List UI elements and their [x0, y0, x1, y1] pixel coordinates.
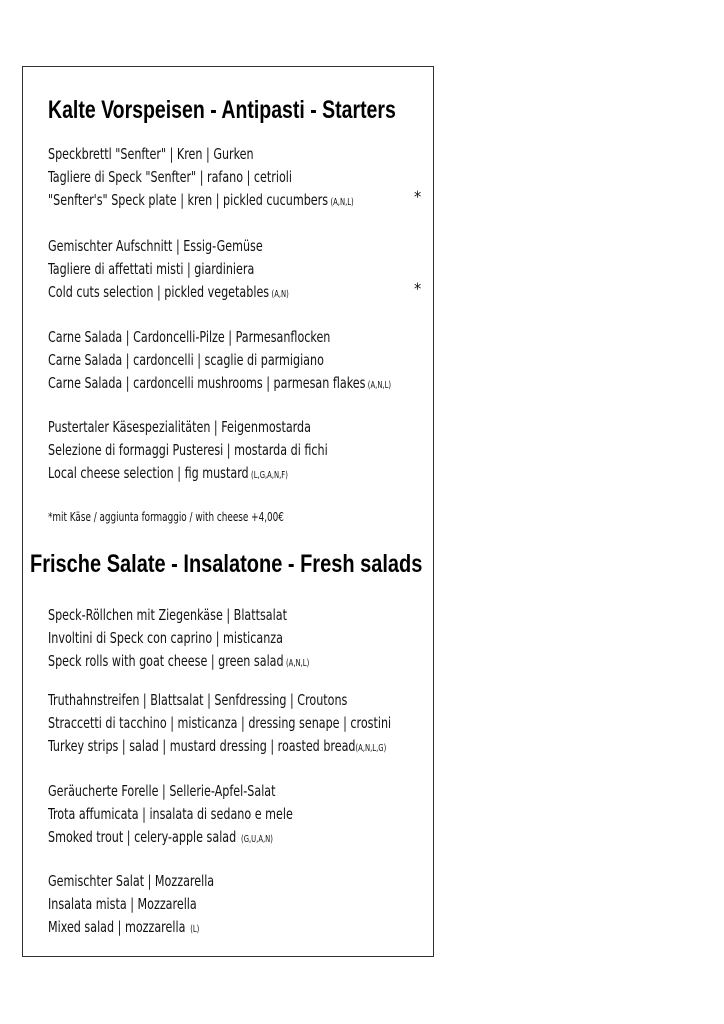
salad-3-allergens: (G,U,A,N) — [241, 834, 273, 845]
salads-heading: Frische Salate - Insalatone - Fresh salads — [30, 550, 423, 578]
salad-4-it: Insalata mista | Mozzarella — [48, 895, 197, 913]
starter-2-en — [48, 285, 289, 301]
starter-4-allergens: (L,G,A,N,F) — [251, 470, 288, 481]
starter-3-de: Carne Salada | Cardoncelli-Pilze | Parmesanflocken — [48, 328, 331, 346]
starter-1-en — [48, 193, 354, 209]
salad-1-en — [48, 654, 309, 670]
salad-4-en — [48, 920, 199, 936]
starter-2-star: * — [414, 279, 422, 298]
starter-4-it: Selezione di formaggi Pusteresi | mostarda di fichi — [48, 441, 328, 459]
salad-3-en — [48, 830, 273, 846]
salad-3-en-text: Smoked trout | celery-apple salad — [48, 828, 237, 846]
starter-3-it: Carne Salada | cardoncelli | scaglie di parmigiano — [48, 351, 324, 369]
starter-4-en-text: Local cheese selection | fig mustard — [48, 464, 249, 482]
salad-4-de: Gemischter Salat | Mozzarella — [48, 872, 215, 890]
salad-4-allergens: (L) — [190, 924, 200, 935]
starter-4-de: Pustertaler Käsespezialitäten | Feigenmostarda — [48, 418, 311, 436]
starter-2-de: Gemischter Aufschnitt | Essig-Gemüse — [48, 237, 263, 255]
starter-1-it: Tagliere di Speck "Senfter" | rafano | cetrioli — [48, 168, 293, 186]
starter-1-en-text: "Senfter's" Speck plate | kren | pickled cucumbers — [48, 191, 329, 209]
starter-3-allergens: (A,N,L) — [367, 380, 392, 391]
starter-2-en-text: Cold cuts selection | pickled vegetables — [48, 283, 270, 301]
starter-3-en-text: Carne Salada | cardoncelli mushrooms | parmesan flakes — [48, 374, 366, 392]
salad-2-allergens: (A,N,L,G) — [355, 743, 387, 754]
salad-2-en-text: Turkey strips | salad | mustard dressing | roasted bread — [48, 737, 356, 755]
salad-2-de: Truthahnstreifen | Blattsalat | Senfdressing | Croutons — [48, 691, 348, 709]
starter-3-en — [48, 376, 391, 392]
cheese-note: *mit Käse / aggiunta formaggio / with cheese +4,00€ — [48, 510, 284, 524]
starter-1-allergens: (A,N,L) — [330, 197, 354, 208]
salad-1-en-text: Speck rolls with goat cheese | green salad — [48, 652, 284, 670]
salad-2-it: Straccetti di tacchino | misticanza | dressing senape | crostini — [48, 714, 392, 732]
starter-1-de: Speckbrettl "Senfter" | Kren | Gurken — [48, 145, 254, 163]
salad-1-de: Speck-Röllchen mit Ziegenkäse | Blattsalat — [48, 606, 287, 624]
salad-1-it: Involtini di Speck con caprino | misticanza — [48, 629, 283, 647]
starter-1-star: * — [414, 187, 422, 206]
starter-2-allergens: (A,N) — [271, 289, 289, 300]
starter-4-en — [48, 466, 288, 482]
salad-4-en-text: Mixed salad | mozzarella — [48, 918, 186, 936]
salad-1-allergens: (A,N,L) — [286, 658, 310, 669]
salad-3-de: Geräucherte Forelle | Sellerie-Apfel-Salat — [48, 782, 276, 800]
starter-2-it: Tagliere di affettati misti | giardiniera — [48, 260, 255, 278]
salad-2-en — [48, 739, 386, 755]
salad-3-it: Trota affumicata | insalata di sedano e mele — [48, 805, 293, 823]
starters-heading: Kalte Vorspeisen - Antipasti - Starters — [48, 96, 396, 124]
